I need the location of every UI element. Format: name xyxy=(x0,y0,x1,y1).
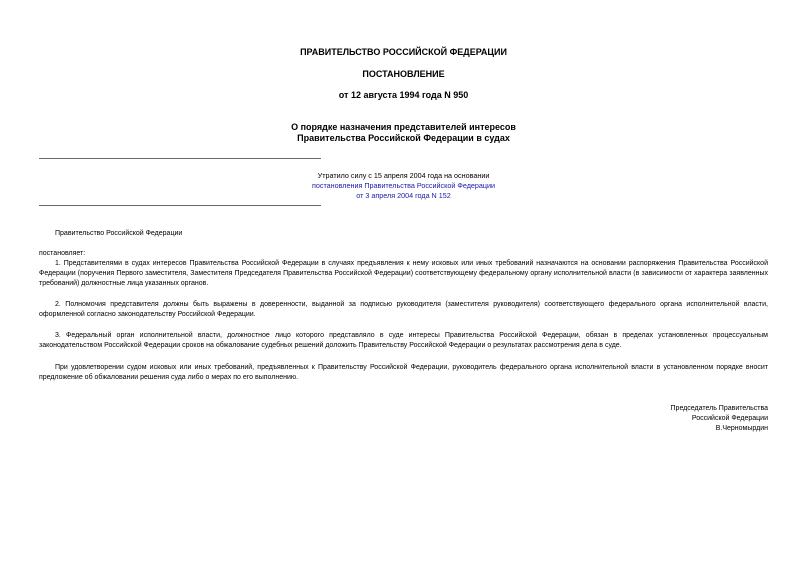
divider-top xyxy=(39,158,321,159)
paragraph-1: 1. Представителями в судах интересов Правительства Российской Федерации в случаях предъявления к нему исковых или иных требований назначаются на основании распоряжения Правительства Российской Федерации (поручения Первого заместителя, Заместителя Председателя Правительства Российской Федерации) соответствующему федеральному органу исполнительной власти (в зависимости от характера заявленных требований) должностные лица указанных органов. xyxy=(39,260,768,287)
status-note-link-line-2[interactable]: от 3 апреля 2004 года N 152 xyxy=(356,191,451,200)
issuer-line: Правительство Российской Федерации xyxy=(55,230,183,237)
document-title-line-1: О порядке назначения представителей интересов xyxy=(291,122,516,132)
paragraph-2: 2. Полномочия представителя должны быть выражены в доверенности, выданной за подписью руководителя (заместителя руководителя) соответствующего федерального органа исполнительной власти, оформленной согласно законодательству Российской Федерации. xyxy=(39,301,768,318)
document-date-number: от 12 августа 1994 года N 950 xyxy=(338,90,469,100)
paragraph-4: При удовлетворении судом исковых или иных требований, предъявленных к Правительству Российской Федерации, руководитель федерального органа исполнительной власти в установленном порядке вносит предложение об обжаловании решения суда либо о мерах по его выполнению. xyxy=(39,364,768,381)
signature-position: Председатель Правительства xyxy=(670,405,768,412)
decree-verb: постановляет: xyxy=(39,250,86,257)
status-note-link-line-1[interactable]: постановления Правительства Российской Федерации xyxy=(311,181,496,190)
paragraph-3: 3. Федеральный орган исполнительной власти, должностное лицо которого представляло в суде интересы Правительства Российской Федерации, обязан в пределах установленных процессуальным законодательством Российской Федерации сроков на обжалование судебных решений доложить Правительству Российской Федерации о результатах рассмотрения дела в суде. xyxy=(39,332,768,349)
divider-bottom xyxy=(39,205,321,206)
document-title-line-2: Правительства Российской Федерации в судах xyxy=(297,133,510,143)
government-heading: ПРАВИТЕЛЬСТВО РОССИЙСКОЙ ФЕДЕРАЦИИ xyxy=(300,47,507,57)
signature-organization: Российской Федерации xyxy=(691,415,768,422)
document-type-heading: ПОСТАНОВЛЕНИЕ xyxy=(362,69,445,79)
status-note-text: Утратило силу с 15 апреля 2004 года на основании xyxy=(317,171,490,180)
signature-name: В.Черномырдин xyxy=(715,425,768,432)
